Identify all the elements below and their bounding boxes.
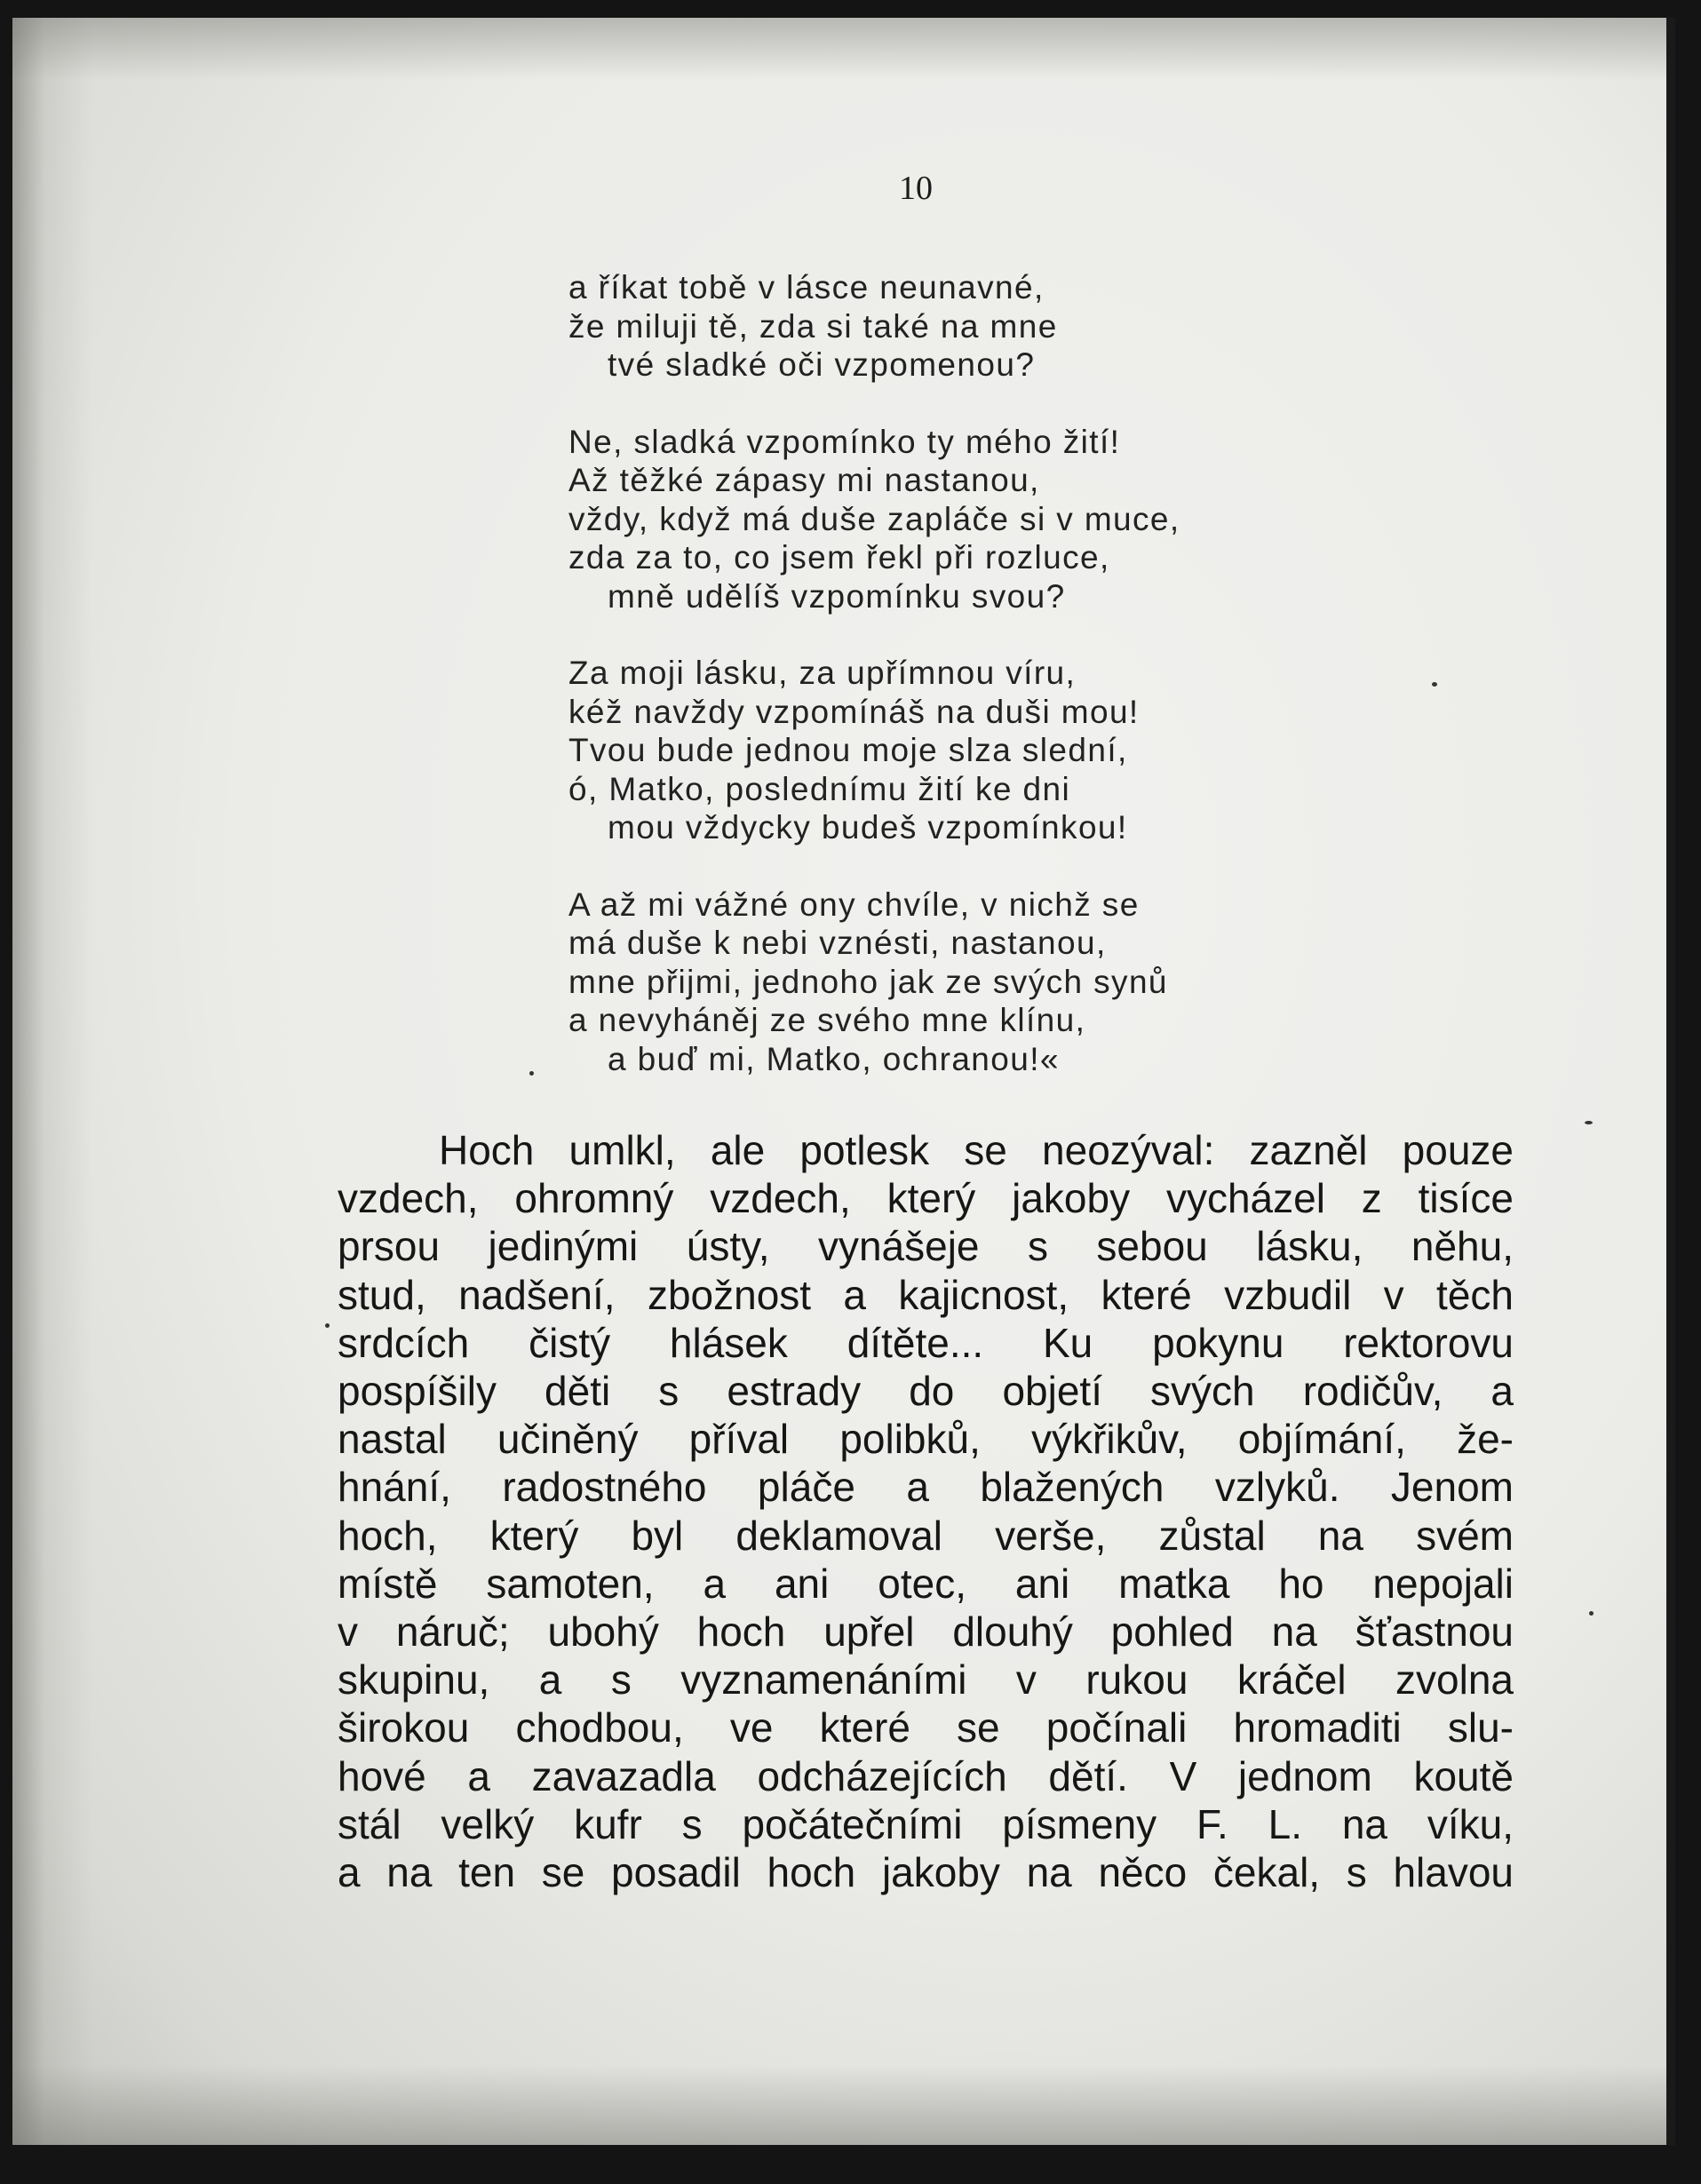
prose-line: hoch, který byl deklamoval verše, zůstal na svém — [338, 1512, 1514, 1559]
page-shadow-bottom — [12, 2065, 1675, 2145]
page-right-border — [1666, 18, 1675, 2145]
prose-line: širokou chodbou, ve které se počínali hromaditi slu- — [338, 1704, 1514, 1751]
poem-line: tvé sladké oči vzpomenou? — [608, 346, 1036, 383]
poem-stanza-2 — [568, 423, 1180, 616]
poem-stanza-3 — [568, 654, 1180, 847]
poem-line: ó, Matko, poslednímu žití ke dni — [568, 770, 1071, 807]
poem-line: mne přijmi, jednoho jak ze svých synů — [568, 963, 1168, 1000]
prose-line: a na ten se posadil hoch jakoby na něco čekal, s hlavou — [338, 1849, 1514, 1896]
prose-line: hové a zavazadla odcházejících dětí. V jednom koutě — [338, 1752, 1514, 1799]
poem — [568, 268, 1180, 1116]
poem-line: A až mi vážné ony chvíle, v nichž se — [568, 886, 1140, 923]
prose-line: v náruč; ubohý hoch upřel dlouhý pohled na šťastnou — [338, 1608, 1514, 1656]
prose-paragraph — [338, 1126, 1514, 1896]
prose-line: srdcích čistý hlásek dítěte... Ku pokynu rektorovu — [338, 1319, 1514, 1366]
book-page — [12, 18, 1675, 2145]
prose-line: pospíšily děti s estrady do objetí svých rodičův, a — [338, 1368, 1514, 1415]
print-speck — [1432, 682, 1437, 687]
prose-line: stud, nadšení, zbožnost a kajicnost, které vzbudil v těch — [338, 1271, 1514, 1318]
prose-line: stál velký kufr s počátečními písmeny F. L. na víku, — [338, 1800, 1514, 1847]
poem-line: zda za to, co jsem řekl při rozluce, — [568, 539, 1110, 576]
prose-line: místě samoten, a ani otec, ani matka ho nepojali — [338, 1560, 1514, 1607]
page-shadow-top — [12, 18, 1675, 80]
poem-line: a buď mi, Matko, ochranou!« — [608, 1040, 1060, 1077]
poem-line: a nevyháněj ze svého mne klínu, — [568, 1002, 1086, 1038]
poem-line: vždy, když má duše zapláče si v muce, — [568, 500, 1180, 537]
page-number: 10 — [899, 170, 933, 207]
poem-line: Za moji lásku, za upřímnou víru, — [568, 655, 1077, 691]
poem-line: Až těžké zápasy mi nastanou, — [568, 462, 1040, 498]
print-speck — [1589, 1611, 1594, 1616]
prose-line: hnání, radostného pláče a blažených vzlyků. Jenom — [338, 1464, 1514, 1511]
prose-line: skupinu, a s vyznamenáními v rukou kráčel zvolna — [338, 1656, 1514, 1704]
poem-line: má duše k nebi vznésti, nastanou, — [568, 925, 1107, 961]
poem-line: že miluji tě, zda si také na mne — [568, 307, 1058, 345]
poem-line: mně udělíš vzpomínku svou? — [608, 577, 1066, 615]
print-speck — [1585, 1121, 1593, 1124]
poem-stanza-1 — [568, 268, 1180, 385]
prose-line: Hoch umlkl, ale potlesk se neozýval: zazněl pouze — [439, 1127, 1514, 1173]
prose-line: prsou jedinými ústy, vynášeje s sebou lásku, něhu, — [338, 1223, 1514, 1270]
poem-stanza-4 — [568, 886, 1180, 1079]
print-speck — [529, 1071, 534, 1076]
poem-line: Tvou bude jednou moje slza slední, — [568, 732, 1128, 768]
poem-line: kéž navždy vzpomínáš na duši mou! — [568, 693, 1140, 730]
poem-line: Ne, sladká vzpomínko ty mého žití! — [568, 423, 1121, 460]
poem-line: a říkat tobě v lásce neunavné, — [568, 269, 1045, 306]
prose-line: nastal učiněný příval polibků, výkřikův, objímání, že- — [338, 1416, 1514, 1463]
print-speck — [325, 1323, 330, 1328]
poem-line: mou vždycky budeš vzpomínkou! — [608, 809, 1128, 846]
page-shadow-left — [12, 18, 92, 2145]
prose-line: vzdech, ohromný vzdech, který jakoby vycházel z tisíce — [338, 1175, 1514, 1222]
